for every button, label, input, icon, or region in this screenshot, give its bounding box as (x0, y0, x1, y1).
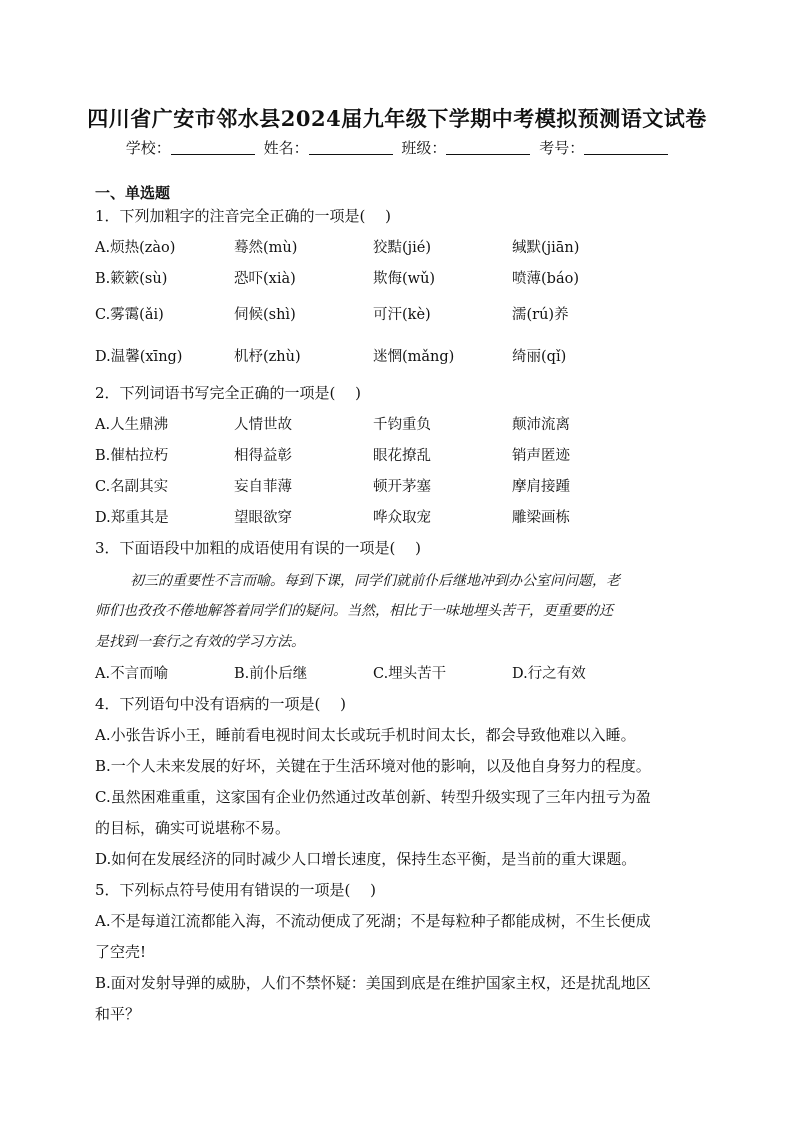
option-text: 喷薄(báo) (512, 271, 579, 287)
option-text: B.前仆后继 (234, 666, 308, 682)
name-blank (309, 140, 393, 155)
question-5-option-line: A.不是每道江流都能入海，不流动便成了死湖；不是每粒种子都能成树，不生长便成 (95, 912, 651, 930)
section-heading: 一、单选题 (95, 184, 171, 202)
question-4-option-line: 的目标，确实可说堪称不易。 (95, 819, 291, 837)
option-text: 缄默(jiān) (512, 240, 580, 256)
option-text: 绮丽(qǐ) (512, 349, 567, 365)
option-text: C.埋头苦干 (373, 666, 447, 682)
option-text: 眼花撩乱 (373, 448, 431, 464)
question-2-row-a (95, 413, 715, 437)
option-text: C.雾霭(ǎi) (95, 307, 164, 323)
question-2-row-b (95, 444, 715, 468)
option-text: 颠沛流离 (512, 417, 570, 433)
name-label: 姓名： (263, 139, 309, 157)
question-1-row-b (95, 267, 715, 291)
class-blank (446, 140, 530, 155)
option-text: 摩肩接踵 (512, 479, 570, 495)
option-text: A.烦热(zào) (95, 240, 176, 256)
question-5-option-line: 了空壳! (95, 943, 147, 961)
option-text: 销声匿迹 (512, 448, 570, 464)
option-text: B.簌簌(sù) (95, 271, 168, 287)
question-3-passage-line: 师们也孜孜不倦地解答着同学们的疑问。当然，相比于一味地埋头苦干，更重要的还 (95, 603, 613, 619)
question-4-option-line: D.如何在发展经济的同时减少人口增长速度，保持生态平衡，是当前的重大课题。 (95, 850, 637, 868)
option-text: D.行之有效 (512, 666, 586, 682)
question-2-row-c (95, 475, 715, 499)
question-4-option-line: B.一个人未来发展的好坏，关键在于生活环境对他的影响，以及他自身努力的程度。 (95, 757, 651, 775)
option-text: B.催枯拉朽 (95, 448, 169, 464)
option-text: 恐吓(xià) (234, 271, 296, 287)
question-1-row-a (95, 236, 715, 260)
question-2-stem: 2．下列词语书写完全正确的一项是( ) (95, 384, 362, 402)
option-text: 迷惘(mǎng) (373, 349, 455, 365)
school-blank (171, 140, 255, 155)
class-label: 班级： (401, 139, 447, 157)
question-5-option-line: B.面对发射导弹的威胁，人们不禁怀疑：美国到底是在维护国家主权，还是扰乱地区 (95, 974, 651, 992)
option-text: 顿开茅塞 (373, 479, 431, 495)
option-text: 机杼(zhù) (234, 349, 301, 365)
option-text: 千钧重负 (373, 417, 431, 433)
question-1-stem: 1．下列加粗字的注音完全正确的一项是( ) (95, 207, 392, 225)
student-info-line (0, 137, 794, 158)
option-text: A.不言而喻 (95, 666, 169, 682)
question-1-row-c (95, 303, 715, 327)
question-1-row-d (95, 345, 715, 369)
exam-title: 四川省广安市邻水县2024届九年级下学期中考模拟预测语文试卷 (87, 106, 707, 131)
option-text: 相得益彰 (234, 448, 292, 464)
option-text: 蓦然(mù) (234, 240, 298, 256)
number-blank (584, 140, 668, 155)
school-label: 学校： (125, 139, 171, 157)
question-3-passage-line: 初三的重要性不言而喻。每到下课，同学们就前仆后继地冲到办公室问问题，老 (130, 573, 620, 589)
option-text: 欺侮(wǔ) (373, 271, 436, 287)
option-text: 可汗(kè) (373, 307, 431, 323)
option-text: D.郑重其是 (95, 510, 169, 526)
number-label: 考号： (539, 139, 585, 157)
option-text: 伺候(shì) (234, 307, 296, 323)
question-3-passage-line: 是找到一套行之有效的学习方法。 (95, 634, 305, 650)
option-text: 雕梁画栋 (512, 510, 570, 526)
option-text: A.人生鼎沸 (95, 417, 169, 433)
option-text: D.温馨(xīng) (95, 349, 183, 365)
question-3-stem: 3．下面语段中加粗的成语使用有误的一项是( ) (95, 539, 422, 557)
option-text: 哗众取宠 (373, 510, 431, 526)
question-5-option-line: 和平？ (95, 1005, 141, 1023)
option-text: 狡黠(jié) (373, 240, 432, 256)
option-text: 人情世故 (234, 417, 292, 433)
option-text: 濡(rú)养 (512, 307, 569, 323)
option-text: 妄自菲薄 (234, 479, 292, 495)
question-4-option-line: C.虽然困难重重，这家国有企业仍然通过改革创新、转型升级实现了三年内扭亏为盈 (95, 788, 651, 806)
question-4-stem: 4．下列语句中没有语病的一项是( ) (95, 695, 347, 713)
option-text: C.名副其实 (95, 479, 169, 495)
question-5-stem: 5．下列标点符号使用有错误的一项是( ) (95, 881, 377, 899)
question-2-row-d (95, 506, 715, 530)
option-text: 望眼欲穿 (234, 510, 292, 526)
question-3-options (95, 662, 715, 686)
question-4-option-line: A.小张告诉小王，睡前看电视时间太长或玩手机时间太长，都会导致他难以入睡。 (95, 726, 636, 744)
